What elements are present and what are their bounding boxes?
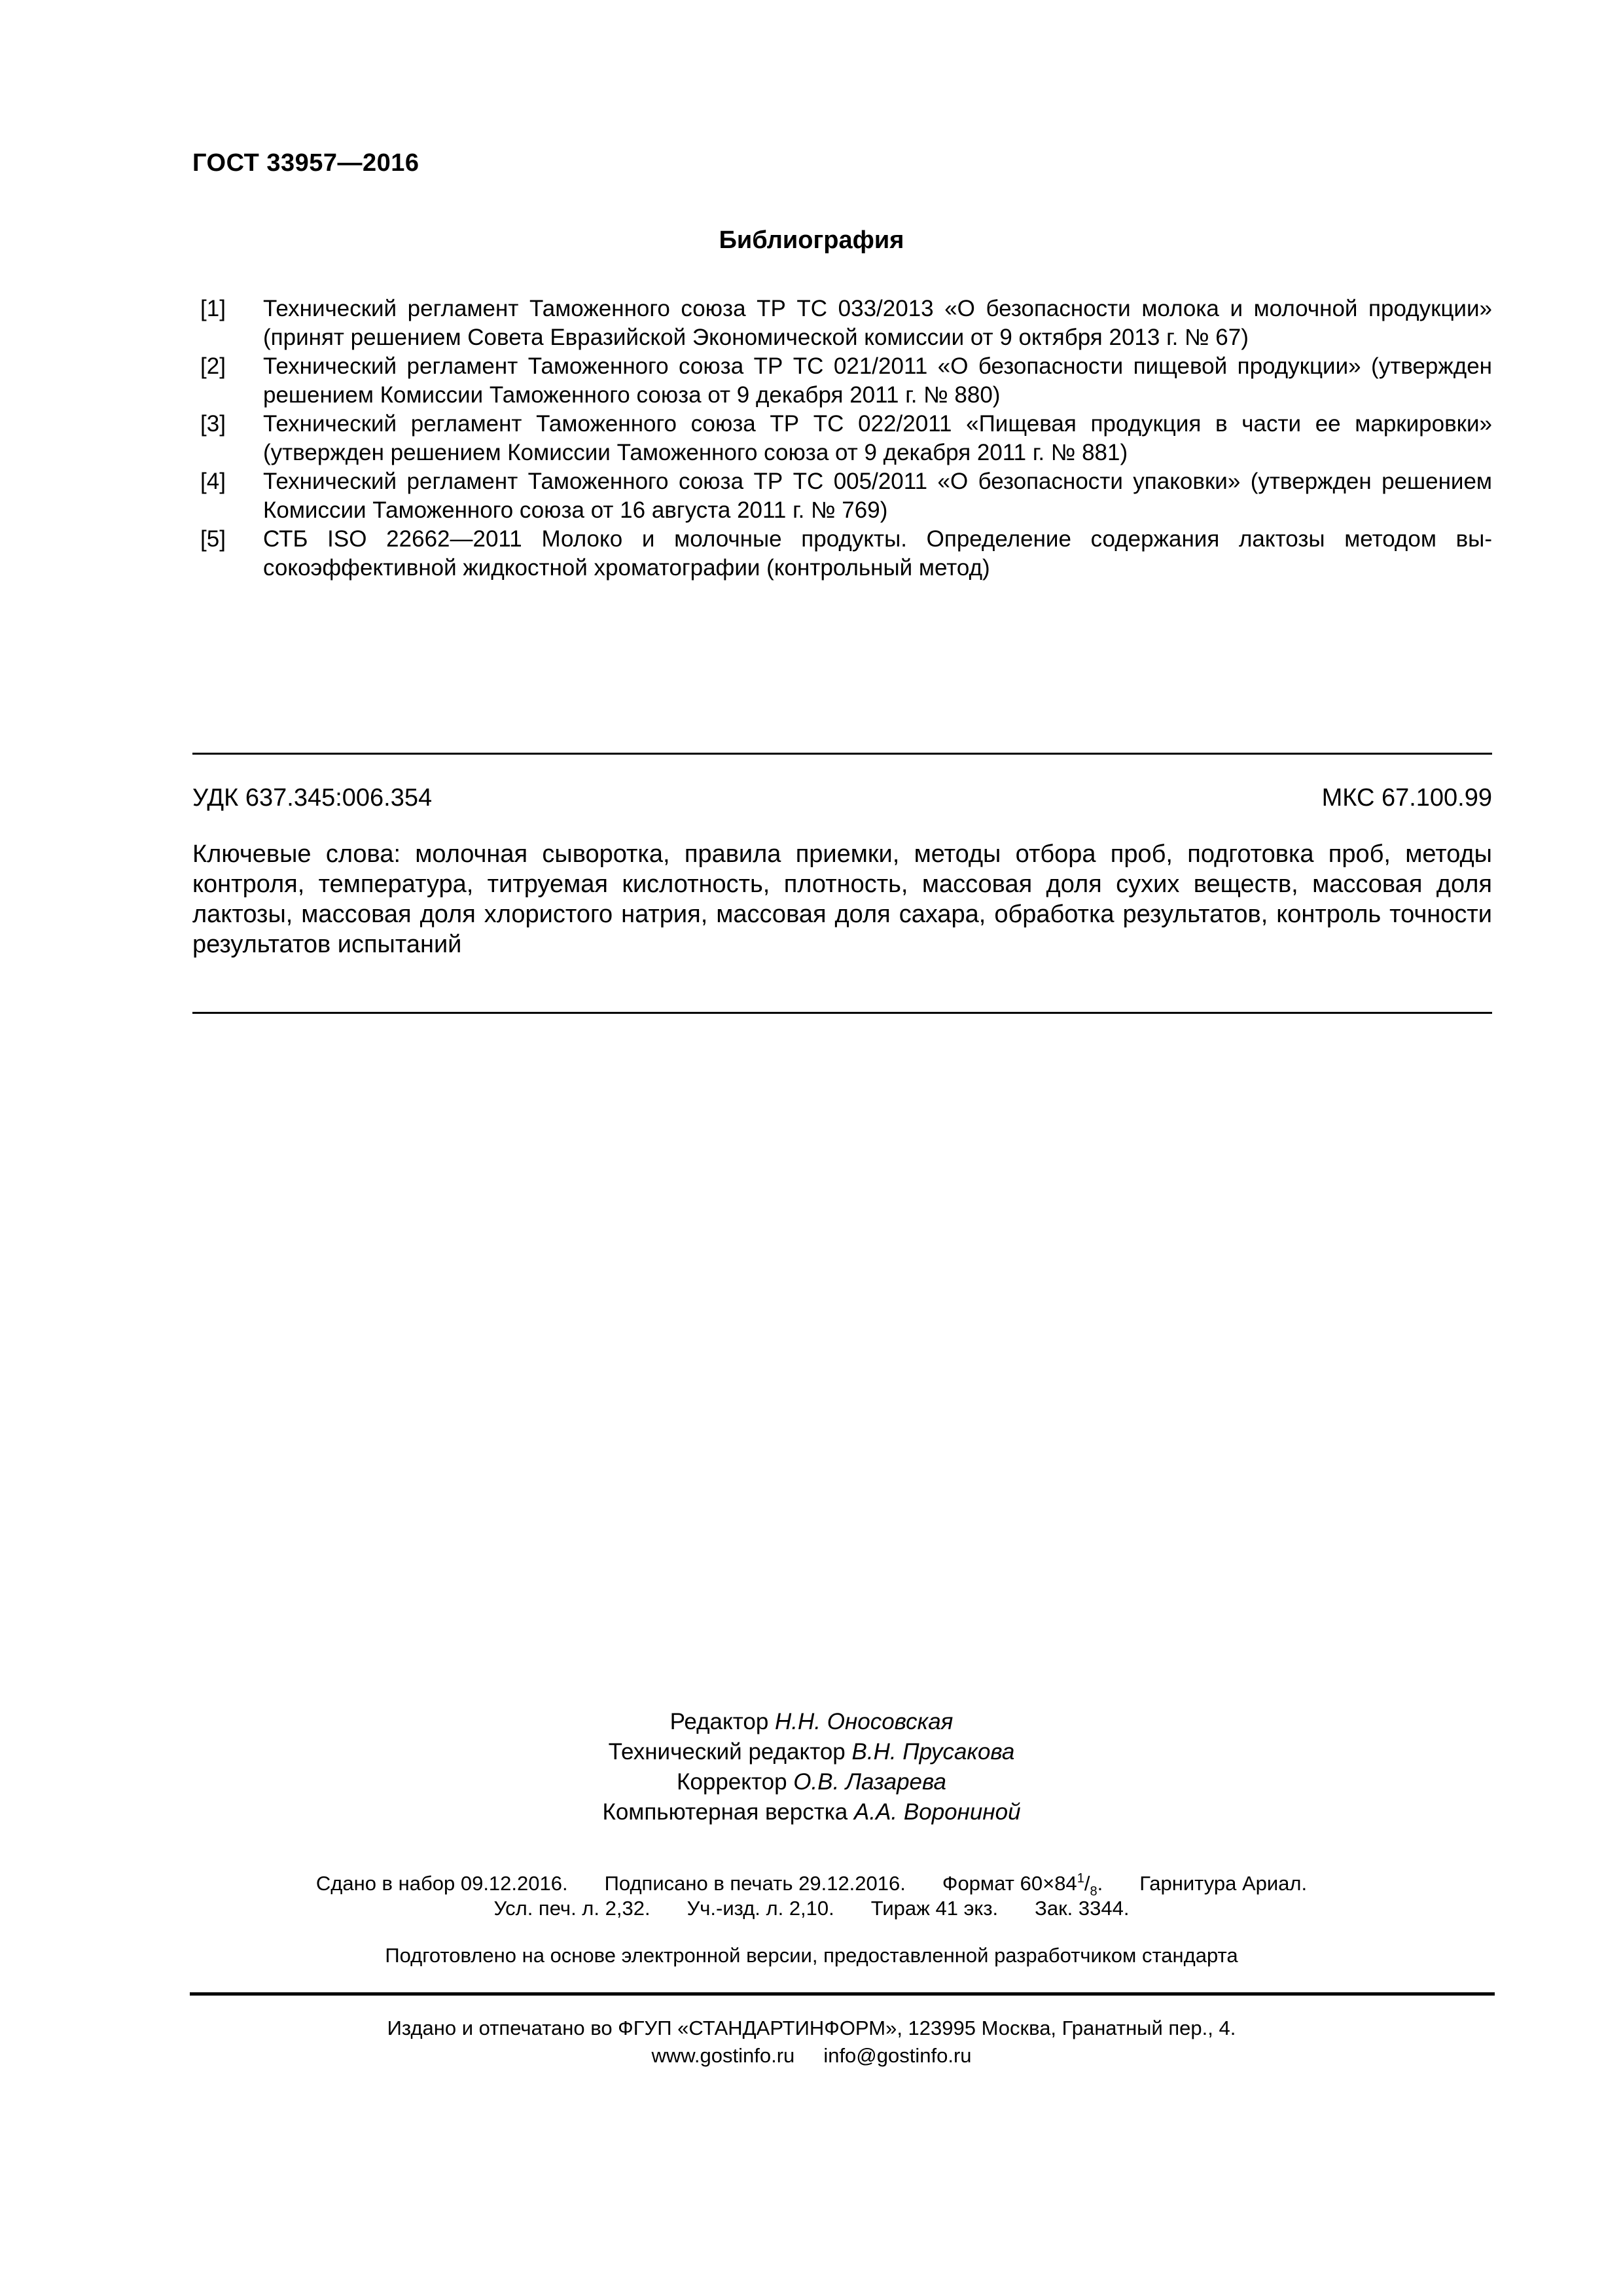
bibliography-entry	[192, 295, 1492, 352]
editor-role: Редактор	[669, 1709, 769, 1734]
udk-code: УДК 637.345:006.354	[192, 784, 433, 812]
proofreader-name: О.В. Лазарева	[793, 1769, 946, 1795]
proofreader-line	[0, 1767, 1623, 1797]
editor-name: Н.Н. Оносовская	[775, 1709, 954, 1734]
bibliography-entry-text: Технический регламент Таможенного союза ТР ТС 022/2011 «Пищевая продукция в части ее маркировки» (утвержден решением Комиссии Таможенного союза от 9 декабря 2011 г. № 881)	[263, 411, 1492, 465]
publisher-website: www.gostinfo.ru	[651, 2044, 795, 2067]
tech-editor-line	[0, 1737, 1623, 1767]
bibliography-entry-text: Технический регламент Таможенного союза ТР ТС 021/2011 «О безопасности пищевой продукции» (утвержден решением Комиссии Таможенного союза от 9 декабря 2011 г. № 880)	[263, 353, 1492, 408]
layout-role: Компьютерная верстка	[602, 1799, 848, 1825]
layout-name: А.А. Ворониной	[854, 1799, 1021, 1825]
bibliography-entry-text: СТБ ISO 22662—2011 Молоко и молочные продукты. Определение содержания лактозы методом высокоэффективной жидкостной хроматографии (контрольный метод)	[263, 526, 1492, 581]
order-number: Зак. 3344.	[1035, 1897, 1130, 1920]
staff-credits	[0, 1707, 1623, 1827]
standard-code: ГОСТ 33957—2016	[192, 149, 419, 177]
circulation: Тираж 41 экз.	[870, 1897, 999, 1920]
tech-editor-role: Технический редактор	[608, 1739, 846, 1765]
divider-bottom	[192, 1012, 1492, 1014]
bibliography-title: Библиография	[719, 226, 904, 254]
bibliography-entry-number: [5]	[200, 526, 226, 552]
signed-date: Подписано в печать 29.12.2016.	[604, 1872, 906, 1895]
bibliography-entry	[192, 525, 1492, 583]
layout-line	[0, 1797, 1623, 1827]
bibliography-entry-number: [1]	[200, 296, 226, 321]
typeset-date: Сдано в набор 09.12.2016.	[315, 1872, 568, 1895]
bibliography-entry-number: [4]	[200, 469, 226, 494]
publication-info-line-2	[0, 1894, 1623, 1923]
keywords: Ключевые слова: молочная сыворотка, правила приемки, методы отбора проб, подготовка проб, методы контроля, температура, титруемая кислотность, плотность, массовая доля сухих веществ, массовая доля лактозы, массовая доля хлористого натрия, массовая доля сахара, обработка результатов, контроль точности результатов испытаний	[192, 840, 1492, 958]
bibliography-entry	[192, 352, 1492, 410]
publisher-line: Издано и отпечатано во ФГУП «СТАНДАРТИНФОРМ», 123995 Москва, Гранатный пер., 4.	[387, 2017, 1236, 2039]
divider-publisher	[190, 1992, 1495, 1996]
tech-editor-name: В.Н. Прусакова	[851, 1739, 1015, 1765]
proofreader-role: Корректор	[677, 1769, 787, 1795]
mks-code: МКС 67.100.99	[1321, 784, 1492, 812]
classification-row	[192, 784, 1492, 812]
bibliography-entry-number: [2]	[200, 353, 226, 379]
prepared-note: Подготовлено на основе электронной версии, предоставленной разработчиком стандарта	[385, 1944, 1238, 1967]
paper-format: Формат $60\times 84^1/_8$.	[942, 1871, 1103, 1899]
bibliography-list	[192, 295, 1492, 583]
publisher-email: info@gostinfo.ru	[823, 2044, 972, 2067]
typeface: Гарнитура Ариал.	[1139, 1872, 1308, 1895]
bibliography-entry-text: Технический регламент Таможенного союза ТР ТС 033/2013 «О безопасности молока и молочной продукции» (принят решением Совета Евразийской Экономической комиссии от 9 октября 2013 г. № 67)	[263, 296, 1492, 350]
bibliography-entry-number: [3]	[200, 411, 226, 437]
bibliography-entry-text: Технический регламент Таможенного союза ТР ТС 005/2011 «О безопасности упаковки» (утвержден решением Комиссии Таможенного союза от 16 августа 2011 г. № 769)	[263, 469, 1492, 523]
editor-line	[0, 1707, 1623, 1737]
publisher-block	[0, 2015, 1623, 2070]
pub-sheets: Уч.-изд. л. 2,10.	[687, 1897, 834, 1920]
divider-top	[192, 753, 1492, 755]
bibliography-entry	[192, 467, 1492, 525]
print-sheets: Усл. печ. л. 2,32.	[493, 1897, 651, 1920]
bibliography-entry	[192, 410, 1492, 467]
publisher-contacts	[0, 2042, 1623, 2070]
